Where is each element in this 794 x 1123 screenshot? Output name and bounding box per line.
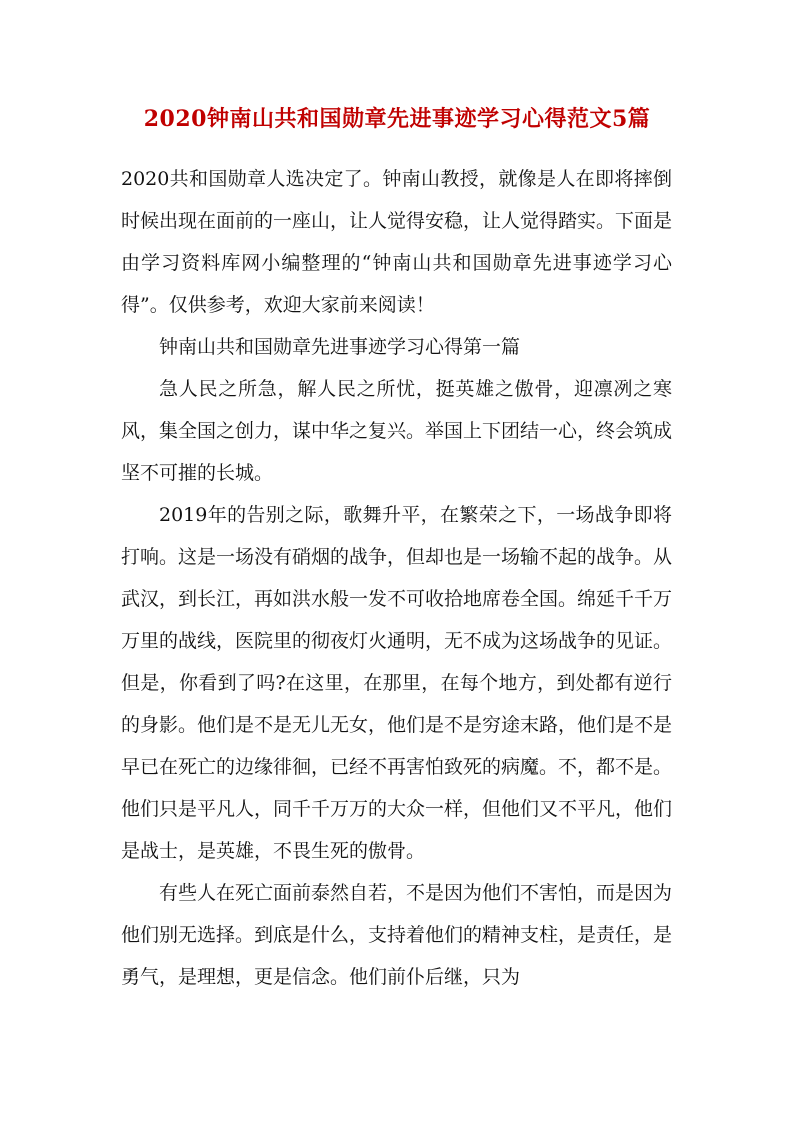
section-heading: 钟南山共和国勋章先进事迹学习心得第一篇	[159, 336, 521, 358]
document-title: 2020钟南山共和国勋章先进事迹学习心得范文5篇	[143, 106, 651, 132]
intro-paragraph: 2020共和国勋章人选决定了。钟南山教授，就像是人在即将摔倒时候出现在面前的一座山，让人觉得安稳，让人觉得踏实。下面是由学习资料库网小编整理的“钟南山共和国勋章先进事迹学习心得”。仅供参考，欢迎大家前来阅读！	[121, 168, 673, 316]
body-paragraph: 有些人在死亡面前泰然自若，不是因为他们不害怕，而是因为他们别无选择。到底是什么，支持着他们的精神支柱，是责任，是勇气，是理想，更是信念。他们前仆后继，只为	[121, 882, 673, 988]
body-paragraph: 急人民之所急，解人民之所忧，挺英雄之傲骨，迎凛冽之寒风，集全国之创力，谋中华之复兴。举国上下团结一心，终会筑成坚不可摧的长城。	[121, 378, 673, 484]
document-body	[121, 158, 672, 998]
body-paragraph: 2019年的告别之际，歌舞升平，在繁荣之下，一场战争即将打响。这是一场没有硝烟的战争，但却也是一场输不起的战争。从武汉，到长江，再如洪水般一发不可收拾地席卷全国。绵延千千万万里的战线，医院里的彻夜灯火通明，无不成为这场战争的见证。但是，你看到了吗?在这里，在那里，在每个地方，到处都有逆行的身影。他们是不是无儿无女，他们是不是穷途末路，他们是不是早已在死亡的边缘徘徊，已经不再害怕致死的病魔。不，都不是。他们只是平凡人，同千千万万的大众一样，但他们又不平凡，他们是战士，是英雄，不畏生死的傲骨。	[121, 504, 673, 862]
